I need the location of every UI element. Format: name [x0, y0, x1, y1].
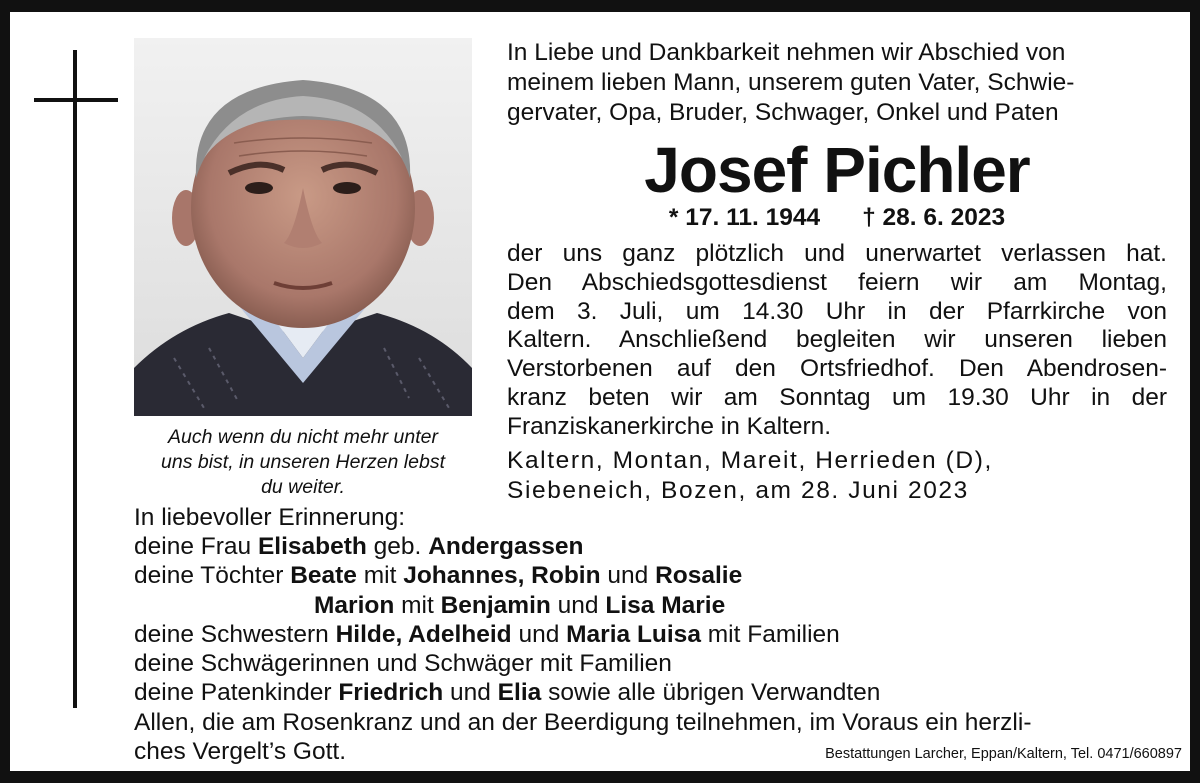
caption-line: du weiter. [261, 476, 345, 498]
thanks-line: ches Vergelt’s Gott. [134, 738, 346, 765]
deceased-name: Josef Pichler [644, 134, 1030, 206]
life-dates [507, 202, 1167, 234]
caption-line: Auch wenn du nicht mehr unter [168, 426, 438, 448]
place-date [507, 446, 1067, 506]
intro-line: gervater, Opa, Bruder, Schwager, Onkel und Paten [507, 99, 1059, 126]
mourner-name: Hilde, Adelheid [335, 620, 512, 648]
mourner-name: Elisabeth [257, 533, 367, 561]
intro-line: In Liebe und Dankbarkeit nehmen wir Abschied von [507, 39, 1066, 66]
cross-symbol-vertical [73, 50, 77, 708]
funeral-details [507, 240, 1167, 442]
details-line: Verstorbenen auf den Ortsfriedhof. Den Abendrosen- [507, 355, 1167, 383]
mourner-name: Maria Luisa [566, 620, 701, 648]
cross-symbol-horizontal [34, 98, 118, 102]
family-list [134, 503, 1134, 707]
label: und [550, 591, 606, 619]
label: mit [356, 562, 404, 590]
family-sisters [134, 620, 1134, 649]
caption-line: uns bist, in unseren Herzen lebst [161, 451, 445, 473]
place-line: Siebeneich, Bozen, am 28. Juni 2023 [507, 477, 969, 504]
label: mit Familien [700, 620, 840, 648]
death-date: † 28. 6. 2023 [862, 204, 1006, 231]
label: deine Patenkinder [134, 679, 339, 707]
intro-text [507, 38, 1167, 128]
label: sowie alle übrigen Verwandten [541, 679, 881, 707]
family-godchildren [134, 678, 1134, 707]
portrait-photo [134, 38, 472, 416]
label: deine Schwestern [134, 620, 336, 648]
mourner-name: Friedrich [338, 679, 444, 707]
label: geb. [366, 533, 429, 561]
details-line: Den Abschiedsgottesdienst feiern wir am Montag, [507, 268, 1167, 296]
intro-line: meinem lieben Mann, unserem guten Vater, Schwie- [507, 69, 1075, 96]
mourner-name: Marion [314, 591, 395, 619]
details-line: dem 3. Juli, um 14.30 Uhr in der Pfarrkirche von [507, 297, 1167, 325]
family-daughters [134, 561, 1134, 590]
label: und [443, 679, 498, 707]
label: deine Frau [134, 533, 258, 561]
undertaker-credit: Bestattungen Larcher, Eppan/Kaltern, Tel. 0471/660897 [825, 746, 1182, 762]
mourner-name: Lisa Marie [605, 591, 726, 619]
family-inlaws: deine Schwägerinnen und Schwäger mit Familien [134, 650, 672, 678]
details-line: Franziskanerkirche in Kaltern. [507, 412, 832, 440]
family-heading: In liebevoller Erinnerung: [134, 504, 406, 531]
family-daughters-2 [134, 591, 1134, 620]
mourner-name: Johannes, Robin [403, 562, 601, 590]
mourner-name: Andergassen [428, 533, 584, 561]
details-line: der uns ganz plötzlich und unerwartet verlassen hat. [507, 240, 1167, 267]
mourner-name: Benjamin [440, 591, 551, 619]
mourner-name: Elia [497, 679, 542, 707]
label: und [600, 562, 656, 590]
label: mit [394, 591, 441, 619]
label: und [511, 620, 567, 648]
thanks-line: Allen, die am Rosenkranz und an der Beerdigung teilnehmen, im Voraus ein herzli- [134, 709, 1032, 736]
place-line: Kaltern, Montan, Mareit, Herrieden (D), [507, 447, 993, 474]
label: deine Töchter [134, 562, 291, 590]
birth-date: * 17. 11. 1944 [668, 204, 821, 231]
photo-caption [130, 425, 476, 500]
details-line: kranz beten wir am Sonntag um 19.30 Uhr in der [507, 383, 1167, 411]
family-wife [134, 532, 1134, 561]
mourner-name: Beate [290, 562, 357, 590]
portrait-image [134, 38, 472, 416]
mourner-name: Rosalie [655, 562, 743, 590]
details-line: Kaltern. Anschließend begleiten wir unseren lieben [507, 326, 1167, 354]
